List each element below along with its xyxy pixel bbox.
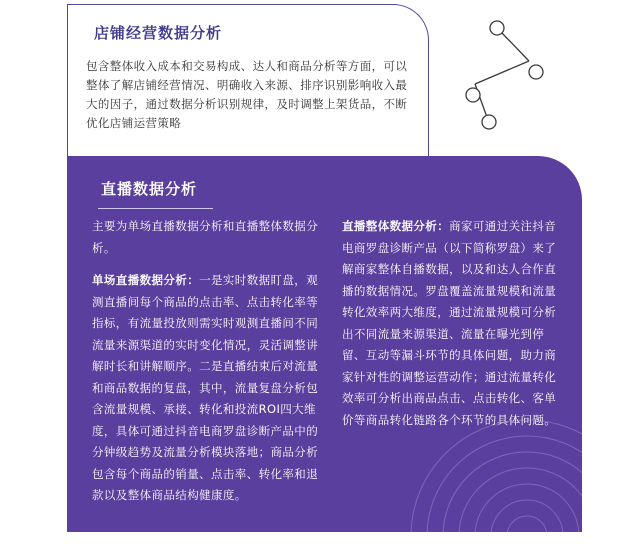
overall-label: 直播整体数据分析： xyxy=(342,219,450,233)
live-analysis-intro: 主要为单场直播数据分析和直播整体数据分析。 xyxy=(92,219,319,255)
network-nodes-icon xyxy=(455,14,555,134)
live-analysis-panel xyxy=(67,156,582,532)
left-column xyxy=(92,216,322,518)
overall-paragraph xyxy=(342,216,564,431)
live-analysis-title: 直播数据分析 xyxy=(101,180,198,198)
store-analysis-card xyxy=(67,4,429,156)
single-session-label: 单场直播数据分析： xyxy=(92,273,200,287)
title-divider xyxy=(98,208,213,209)
overall-text: 商家可通过关注抖音电商罗盘诊断产品（以下简称罗盘）来了解商家整体自播数据，以及和达人合作直播的数据情况。罗盘覆盖流量规模和流量转化效率两大维度，通过流量规模可分析出不同流量来源渠道、流量在曝光到停留、互动等漏斗环节的具体问题，助力商家针对性的调整运营动作；通过流量转化效率可分析出商品点击、点击转化、客单价等商品转化链路各个环节的具体问题。 xyxy=(342,219,557,427)
single-session-text: 一是实时数据盯盘，观测直播间每个商品的点击率、点击转化率等指标，有流量投放则需实时观测直播间不同流量来源渠道的实时变化情况，灵活调整讲解时长和讲解顺序。二是直播结束后对流量和商品数据的复盘，其中，流量复盘分析包含流量规模、承接、转化和投流ROI四大维度，具体可通过抖音电商罗盘诊断产品中的分钟级趋势及流量分析模块落地；商品分析包含每个商品的销量、点击率、转化率和退款以及整体商品结构健康度。 xyxy=(92,273,319,502)
right-column xyxy=(342,216,564,442)
store-analysis-body: 包含整体收入成本和交易构成、达人和商品分析等方面，可以整体了解店铺经营情况、明确收入来源、排序识别影响收入最大的因子，通过数据分析识别规律，及时调整上架货品，不断优化店铺运营策略 xyxy=(86,59,408,130)
single-session-paragraph xyxy=(92,270,322,507)
store-analysis-title: 店铺经营数据分析 xyxy=(94,24,223,42)
